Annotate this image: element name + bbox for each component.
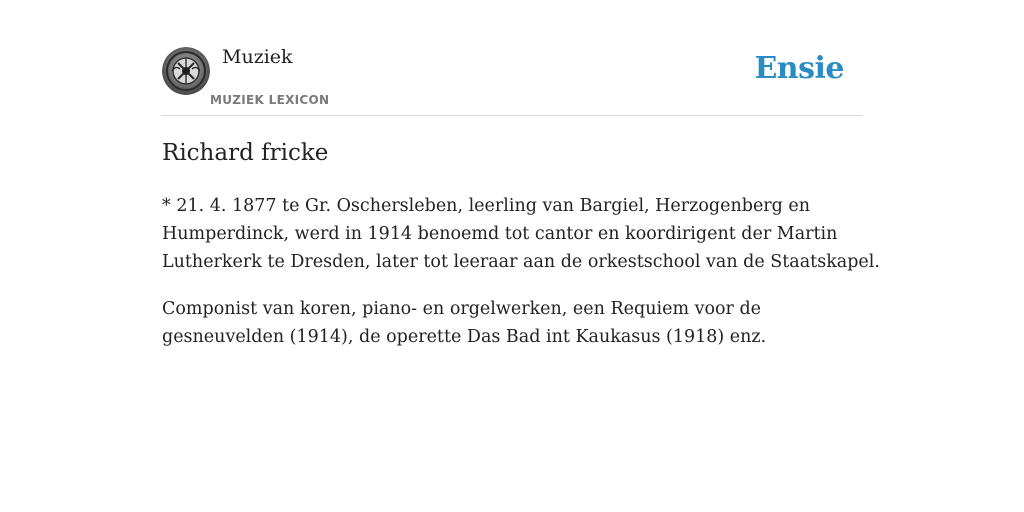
paragraph-line: Lutherkerk te Dresden, later tot leeraar aan de orkestschool van de Staatskapel. [162, 252, 880, 272]
page-header [162, 0, 862, 116]
paragraph-line: Componist van koren, piano- en orgelwerken, een Requiem voor de [162, 299, 762, 319]
page-container [162, 0, 880, 347]
category-avatar[interactable] [162, 47, 210, 95]
paragraph-line: * 21. 4. 1877 te Gr. Oschersleben, leerling van Bargiel, Herzogenberg en [162, 196, 811, 216]
article-paragraph [162, 295, 862, 351]
article-paragraph [162, 192, 880, 276]
category-link[interactable]: Muziek [222, 46, 293, 68]
article-title: Richard fricke [162, 140, 329, 166]
category-subtitle: MUZIEK LEXICON [210, 93, 330, 107]
brand-logo[interactable]: Ensie [754, 51, 844, 86]
paragraph-line: gesneuvelden (1914), de operette Das Bad int Kaukasus (1918) enz. [162, 327, 767, 347]
paragraph-line: Humperdinck, werd in 1914 benoemd tot cantor en koordirigent der Martin [162, 224, 838, 244]
muziek-emblem-icon [162, 47, 210, 95]
